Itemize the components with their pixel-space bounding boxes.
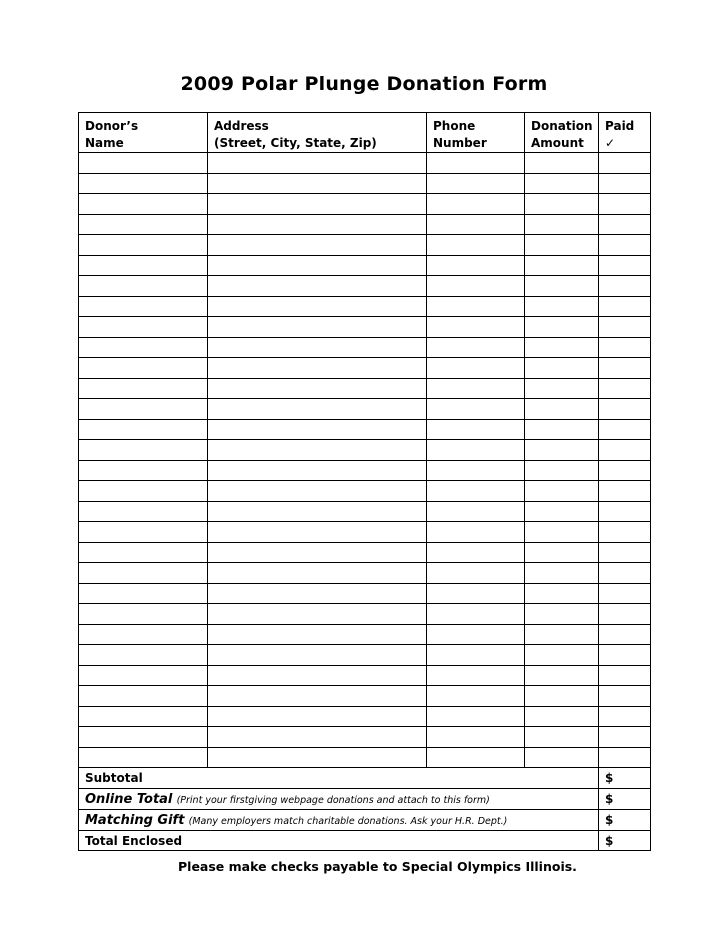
phone-field[interactable] [427,481,525,502]
donor-row [79,214,651,235]
phone-field[interactable] [427,522,525,543]
address-field[interactable] [208,747,427,768]
address-field[interactable] [208,214,427,235]
donor-row [79,153,651,174]
donor-row [79,173,651,194]
donor-row [79,501,651,522]
matching-gift-row [79,809,651,830]
donation-amount-field[interactable] [525,542,599,563]
donor-row [79,460,651,481]
donation-amount-field[interactable] [525,153,599,174]
phone-field[interactable] [427,665,525,686]
address-field[interactable] [208,460,427,481]
phone-field[interactable] [427,686,525,707]
paid-checkbox[interactable] [599,583,651,604]
donation-amount-field[interactable] [525,583,599,604]
donor-name-field[interactable] [79,563,208,584]
donor-row [79,235,651,256]
donor-row [79,665,651,686]
address-field[interactable] [208,440,427,461]
donor-name-field[interactable] [79,296,208,317]
paid-checkbox[interactable] [599,276,651,297]
donor-name-field[interactable] [79,255,208,276]
donor-name-field[interactable] [79,440,208,461]
address-field[interactable] [208,235,427,256]
donor-name-field[interactable] [79,399,208,420]
phone-field[interactable] [427,194,525,215]
phone-field[interactable] [427,440,525,461]
paid-checkbox[interactable] [599,399,651,420]
paid-checkbox[interactable] [599,255,651,276]
donation-amount-field[interactable] [525,522,599,543]
donor-row [79,604,651,625]
donation-amount-field[interactable] [525,686,599,707]
paid-checkbox[interactable] [599,563,651,584]
paid-checkbox[interactable] [599,194,651,215]
donation-amount-field[interactable] [525,440,599,461]
online-total-row [79,788,651,809]
donation-amount-field[interactable] [525,317,599,338]
phone-field[interactable] [427,255,525,276]
paid-checkbox[interactable] [599,481,651,502]
phone-field[interactable] [427,235,525,256]
donor-name-field[interactable] [79,337,208,358]
address-field[interactable] [208,173,427,194]
paid-checkbox[interactable] [599,645,651,666]
donor-row [79,563,651,584]
phone-field[interactable] [427,317,525,338]
donor-row [79,337,651,358]
paid-checkbox[interactable] [599,296,651,317]
donor-row [79,358,651,379]
donation-amount-field[interactable] [525,481,599,502]
address-field[interactable] [208,706,427,727]
address-field[interactable] [208,317,427,338]
address-field[interactable] [208,563,427,584]
donor-name-field[interactable] [79,276,208,297]
donation-amount-field[interactable] [525,645,599,666]
online-total-note: (Print your firstgiving webpage donations and attach to this form) [176,794,490,806]
paid-checkbox[interactable] [599,337,651,358]
address-field[interactable] [208,727,427,748]
donor-name-field[interactable] [79,645,208,666]
paid-checkbox[interactable] [599,317,651,338]
donor-name-field[interactable] [79,460,208,481]
matching-gift-amount-field[interactable]: $ [599,809,651,830]
donor-name-field[interactable] [79,317,208,338]
address-field[interactable] [208,153,427,174]
donor-row [79,522,651,543]
donation-amount-field[interactable] [525,624,599,645]
donor-row [79,440,651,461]
paid-checkbox[interactable] [599,358,651,379]
donation-amount-field[interactable] [525,727,599,748]
phone-field[interactable] [427,563,525,584]
donor-row [79,686,651,707]
donation-amount-field[interactable] [525,747,599,768]
payment-instructions: Please make checks payable to Special Olympics Illinois. [178,859,577,874]
donor-name-field[interactable] [79,378,208,399]
paid-checkbox[interactable] [599,235,651,256]
matching-gift-note: (Many employers match charitable donations. Ask your H.R. Dept.) [188,815,508,827]
donor-name-field[interactable] [79,235,208,256]
donor-row [79,194,651,215]
donor-name-field[interactable] [79,501,208,522]
address-field[interactable] [208,522,427,543]
phone-field[interactable] [427,153,525,174]
donation-amount-field[interactable] [525,399,599,420]
donor-name-field[interactable] [79,419,208,440]
donor-name-field[interactable] [79,522,208,543]
address-field[interactable] [208,419,427,440]
col-header-paid: Paid ✓ [599,113,651,153]
col-header-donation-amount: Donation Amount [525,113,599,153]
address-field[interactable] [208,542,427,563]
donor-row [79,276,651,297]
phone-field[interactable] [427,296,525,317]
address-field[interactable] [208,604,427,625]
phone-field[interactable] [427,337,525,358]
donor-name-field[interactable] [79,358,208,379]
phone-field[interactable] [427,624,525,645]
donation-amount-field[interactable] [525,337,599,358]
donor-name-field[interactable] [79,214,208,235]
form-title: 2009 Polar Plunge Donation Form [180,73,548,95]
phone-field[interactable] [427,399,525,420]
donor-row [79,255,651,276]
donor-row [79,727,651,748]
subtotal-row [79,768,651,789]
donor-name-field[interactable] [79,194,208,215]
paid-checkbox[interactable] [599,501,651,522]
donation-amount-field[interactable] [525,563,599,584]
address-field[interactable] [208,255,427,276]
paid-checkbox[interactable] [599,214,651,235]
address-field[interactable] [208,501,427,522]
address-field[interactable] [208,296,427,317]
paid-checkbox[interactable] [599,604,651,625]
paid-checkbox[interactable] [599,624,651,645]
phone-field[interactable] [427,727,525,748]
donor-name-field[interactable] [79,706,208,727]
donor-name-field[interactable] [79,624,208,645]
donor-name-field[interactable] [79,173,208,194]
address-field[interactable] [208,686,427,707]
donor-name-field[interactable] [79,686,208,707]
donation-amount-field[interactable] [525,255,599,276]
donation-amount-field[interactable] [525,501,599,522]
paid-checkbox[interactable] [599,378,651,399]
donation-amount-field[interactable] [525,358,599,379]
phone-field[interactable] [427,358,525,379]
phone-field[interactable] [427,604,525,625]
paid-checkbox[interactable] [599,727,651,748]
donor-row [79,706,651,727]
donor-row [79,542,651,563]
donation-amount-field[interactable] [525,194,599,215]
donor-row [79,583,651,604]
donor-row [79,296,651,317]
subtotal-label: Subtotal [79,768,599,789]
donor-row [79,399,651,420]
paid-checkbox[interactable] [599,153,651,174]
total-enclosed-row [79,830,651,851]
phone-field[interactable] [427,214,525,235]
phone-field[interactable] [427,542,525,563]
donation-amount-field[interactable] [525,378,599,399]
phone-field[interactable] [427,419,525,440]
phone-field[interactable] [427,706,525,727]
paid-checkbox[interactable] [599,419,651,440]
address-field[interactable] [208,624,427,645]
paid-checkbox[interactable] [599,173,651,194]
donation-amount-field[interactable] [525,235,599,256]
donation-amount-field[interactable] [525,296,599,317]
address-field[interactable] [208,665,427,686]
phone-field[interactable] [427,378,525,399]
donor-name-field[interactable] [79,481,208,502]
donation-amount-field[interactable] [525,276,599,297]
address-field[interactable] [208,481,427,502]
address-field[interactable] [208,583,427,604]
matching-gift-label: Matching Gift [85,812,185,828]
donation-amount-field[interactable] [525,665,599,686]
subtotal-amount-field[interactable]: $ [599,768,651,789]
phone-field[interactable] [427,645,525,666]
paid-checkbox[interactable] [599,542,651,563]
donor-name-field[interactable] [79,727,208,748]
donor-row [79,645,651,666]
donation-amount-field[interactable] [525,604,599,625]
donor-name-field[interactable] [79,604,208,625]
address-field[interactable] [208,645,427,666]
col-header-address: Address (Street, City, State, Zip) [208,113,427,153]
paid-checkbox[interactable] [599,522,651,543]
address-field[interactable] [208,378,427,399]
col-header-phone: Phone Number [427,113,525,153]
donor-row [79,481,651,502]
donor-row [79,317,651,338]
donation-amount-field[interactable] [525,460,599,481]
donor-name-field[interactable] [79,542,208,563]
header-row [79,113,651,153]
donor-row [79,624,651,645]
col-header-donor-name: Donor’s Name [79,113,208,153]
phone-field[interactable] [427,501,525,522]
donation-amount-field[interactable] [525,706,599,727]
address-field[interactable] [208,194,427,215]
phone-field[interactable] [427,583,525,604]
paid-checkbox[interactable] [599,665,651,686]
address-field[interactable] [208,399,427,420]
address-field[interactable] [208,337,427,358]
paid-checkbox[interactable] [599,706,651,727]
phone-field[interactable] [427,276,525,297]
donor-name-field[interactable] [79,747,208,768]
checkmark-icon: ✓ [605,136,616,150]
donation-amount-field[interactable] [525,419,599,440]
donation-amount-field[interactable] [525,173,599,194]
donor-name-field[interactable] [79,583,208,604]
phone-field[interactable] [427,460,525,481]
paid-checkbox[interactable] [599,440,651,461]
donor-row [79,378,651,399]
paid-checkbox[interactable] [599,460,651,481]
online-total-amount-field[interactable]: $ [599,788,651,809]
donor-row [79,419,651,440]
total-enclosed-label: Total Enclosed [79,830,599,851]
address-field[interactable] [208,276,427,297]
online-total-label: Online Total [85,791,173,807]
donor-name-field[interactable] [79,665,208,686]
donation-amount-field[interactable] [525,214,599,235]
donor-row [79,747,651,768]
paid-checkbox[interactable] [599,686,651,707]
total-enclosed-amount-field[interactable]: $ [599,830,651,851]
donation-table [78,112,651,851]
phone-field[interactable] [427,747,525,768]
phone-field[interactable] [427,173,525,194]
donor-name-field[interactable] [79,153,208,174]
paid-checkbox[interactable] [599,747,651,768]
address-field[interactable] [208,358,427,379]
